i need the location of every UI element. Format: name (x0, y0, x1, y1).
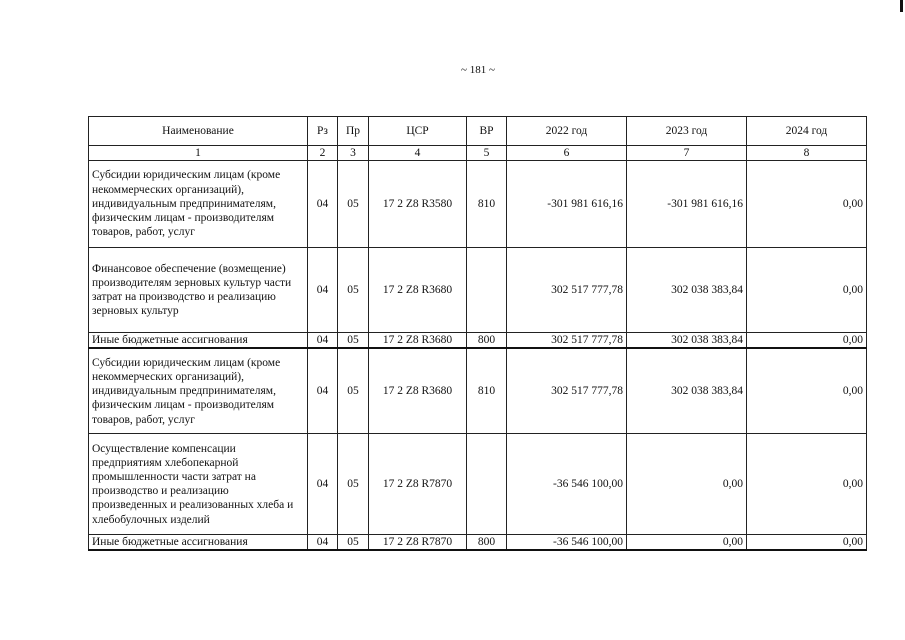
row-2023: 0,00 (627, 535, 747, 551)
table-row (89, 348, 867, 434)
column-number: 2 (308, 146, 338, 161)
row-2022: 302 517 777,78 (507, 348, 627, 434)
header-2024: 2024 год (747, 117, 867, 146)
row-rz: 04 (308, 348, 338, 434)
table-row (89, 248, 867, 333)
column-number: 3 (338, 146, 369, 161)
row-csr: 17 2 Z8 R7870 (369, 535, 467, 551)
header-2023: 2023 год (627, 117, 747, 146)
row-2022: -301 981 616,16 (507, 161, 627, 248)
row-2024: 0,00 (747, 348, 867, 434)
row-2022: -36 546 100,00 (507, 434, 627, 535)
row-pr: 05 (338, 333, 369, 349)
row-name: Финансовое обеспечение (возмещение) производителям зерновых культур части затрат на производство и реализацию зерновых культур (89, 248, 308, 333)
row-2023: 302 038 383,84 (627, 333, 747, 349)
column-number-row (89, 146, 867, 161)
row-rz: 04 (308, 248, 338, 333)
row-name: Субсидии юридическим лицам (кроме некоммерческих организаций), индивидуальным предпринимателям, физическим лицам - производителям товаров, работ, услуг (89, 161, 308, 248)
row-2023: 302 038 383,84 (627, 348, 747, 434)
row-2022: -36 546 100,00 (507, 535, 627, 551)
row-vr (467, 434, 507, 535)
column-number: 8 (747, 146, 867, 161)
row-rz: 04 (308, 434, 338, 535)
table-row (89, 161, 867, 248)
row-csr: 17 2 Z8 R7870 (369, 434, 467, 535)
row-2022: 302 517 777,78 (507, 333, 627, 349)
row-vr: 810 (467, 161, 507, 248)
row-2024: 0,00 (747, 535, 867, 551)
row-vr: 800 (467, 333, 507, 349)
row-vr: 800 (467, 535, 507, 551)
row-pr: 05 (338, 161, 369, 248)
row-name: Субсидии юридическим лицам (кроме некоммерческих организаций), индивидуальным предпринимателям, физическим лицам - производителям товаров, работ, услуг (89, 348, 308, 434)
header-pr: Пр (338, 117, 369, 146)
header-vr: ВР (467, 117, 507, 146)
row-rz: 04 (308, 333, 338, 349)
column-number: 7 (627, 146, 747, 161)
column-number: 6 (507, 146, 627, 161)
row-csr: 17 2 Z8 R3680 (369, 348, 467, 434)
row-name: Иные бюджетные ассигнования (89, 333, 308, 349)
column-number: 5 (467, 146, 507, 161)
row-name: Осуществление компенсации предприятиям хлебопекарной промышленности части затрат на производство и реализацию произведенных и реализованных хлеба и хлебобулочных изделий (89, 434, 308, 535)
column-number: 1 (89, 146, 308, 161)
row-name: Иные бюджетные ассигнования (89, 535, 308, 551)
page-number: ~ 181 ~ (461, 64, 495, 76)
row-rz: 04 (308, 535, 338, 551)
row-pr: 05 (338, 348, 369, 434)
header-2022: 2022 год (507, 117, 627, 146)
row-2022: 302 517 777,78 (507, 248, 627, 333)
row-pr: 05 (338, 434, 369, 535)
table-row (89, 434, 867, 535)
row-pr: 05 (338, 248, 369, 333)
edge-scan-mark (900, 0, 903, 12)
row-vr (467, 248, 507, 333)
column-number: 4 (369, 146, 467, 161)
row-2023: 0,00 (627, 434, 747, 535)
row-csr: 17 2 Z8 R3580 (369, 161, 467, 248)
row-vr: 810 (467, 348, 507, 434)
row-rz: 04 (308, 161, 338, 248)
table-row (89, 535, 867, 551)
header-rz: Рз (308, 117, 338, 146)
row-csr: 17 2 Z8 R3680 (369, 248, 467, 333)
header-name: Наименование (89, 117, 308, 146)
row-2024: 0,00 (747, 248, 867, 333)
header-csr: ЦСР (369, 117, 467, 146)
table-row (89, 333, 867, 349)
row-2023: -301 981 616,16 (627, 161, 747, 248)
row-csr: 17 2 Z8 R3680 (369, 333, 467, 349)
row-pr: 05 (338, 535, 369, 551)
row-2024: 0,00 (747, 434, 867, 535)
row-2023: 302 038 383,84 (627, 248, 747, 333)
header-row (89, 117, 867, 146)
budget-table (88, 116, 867, 551)
row-2024: 0,00 (747, 333, 867, 349)
row-2024: 0,00 (747, 161, 867, 248)
